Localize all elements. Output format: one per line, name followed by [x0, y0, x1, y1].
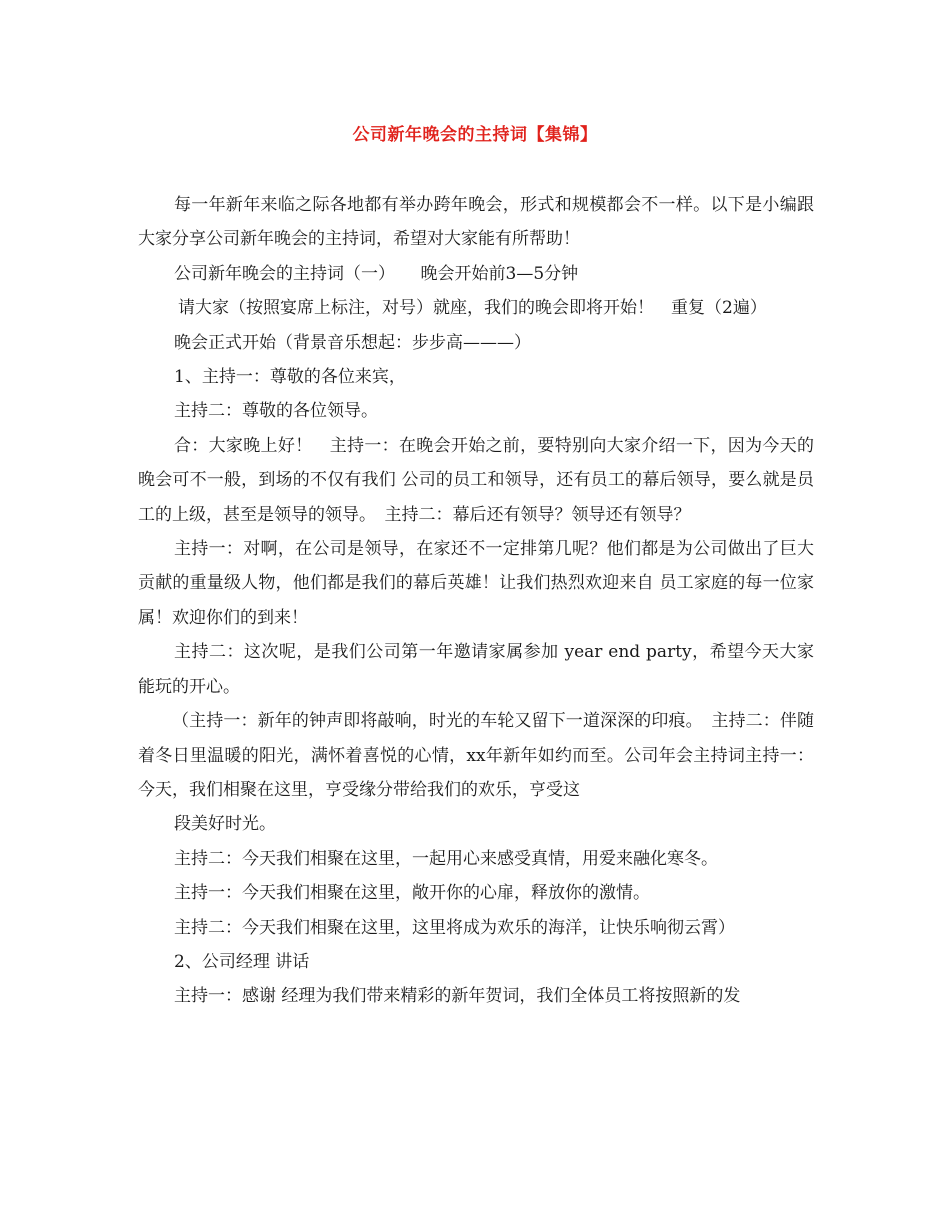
body-paragraph: 主持二：今天我们相聚在这里，一起用心来感受真情，用爱来融化寒冬。 — [174, 848, 718, 869]
body-paragraph: 晚会正式开始（背景音乐想起：步步高———） — [174, 332, 531, 353]
document-title: 公司新年晚会的主持词【集锦】 — [352, 125, 598, 145]
body-paragraph: 段美好时光。 — [174, 814, 276, 835]
body-paragraph: 主持二：今天我们相聚在这里，这里将成为欢乐的海洋，让快乐响彻云霄） — [174, 917, 735, 938]
document-body — [138, 188, 814, 1014]
body-paragraph: 每一年新年来临之际各地都有举办跨年晚会，形式和规模都会不一样。以下是小编跟大家分享公司新年晚会的主持词，希望对大家能有所帮助！ — [138, 195, 814, 250]
body-paragraph: 主持一：今天我们相聚在这里，敞开你的心扉，释放你的激情。 — [174, 883, 650, 904]
body-paragraph: （主持一：新年的钟声即将敲响，时光的车轮又留下一道深深的印痕。 主持二：伴随着冬日里温暖的阳光，满怀着喜悦的心情，xx年新年如约而至。公司年会主持词主持一：今天，我们相聚在这里，亨受缘分带给我们的欢乐，亨受这 — [138, 711, 814, 800]
body-paragraph: 合：大家晚上好！ 主持一：在晚会开始之前，要特别向大家介绍一下，因为今天的晚会可不一般，到场的不仅有我们 公司的员工和领导，还有员工的幕后领导，要么就是员工的上级，甚至是领导的领导。 主持二：幕后还有领导？领导还有领导？ — [138, 435, 814, 525]
body-paragraph: 主持一：对啊，在公司是领导，在家还不一定排第几呢？他们都是为公司做出了巨大贡献的重量级人物，他们都是我们的幕后英雄！让我们热烈欢迎来自 员工家庭的每一位家属！欢迎你们的到来！ — [138, 539, 814, 628]
body-paragraph: 主持一：感谢 经理为我们带来精彩的新年贺词，我们全体员工将按照新的发 — [174, 986, 741, 1007]
body-paragraph: 请大家（按照宴席上标注，对号）就座，我们的晚会即将开始！ 重复（2遍） — [178, 298, 767, 319]
body-paragraph: 2、公司经理 讲话 — [174, 951, 310, 972]
body-paragraph: 主持二：尊敬的各位领导。 — [174, 401, 378, 422]
body-paragraph: 1、主持一：尊敬的各位来宾， — [174, 367, 406, 388]
body-paragraph: 主持二：这次呢，是我们公司第一年邀请家属参加 year end party，希望今天大家能玩的开心。 — [138, 642, 814, 697]
body-paragraph: 公司新年晚会的主持词（一） 晚会开始前3—5分钟 — [174, 263, 579, 284]
